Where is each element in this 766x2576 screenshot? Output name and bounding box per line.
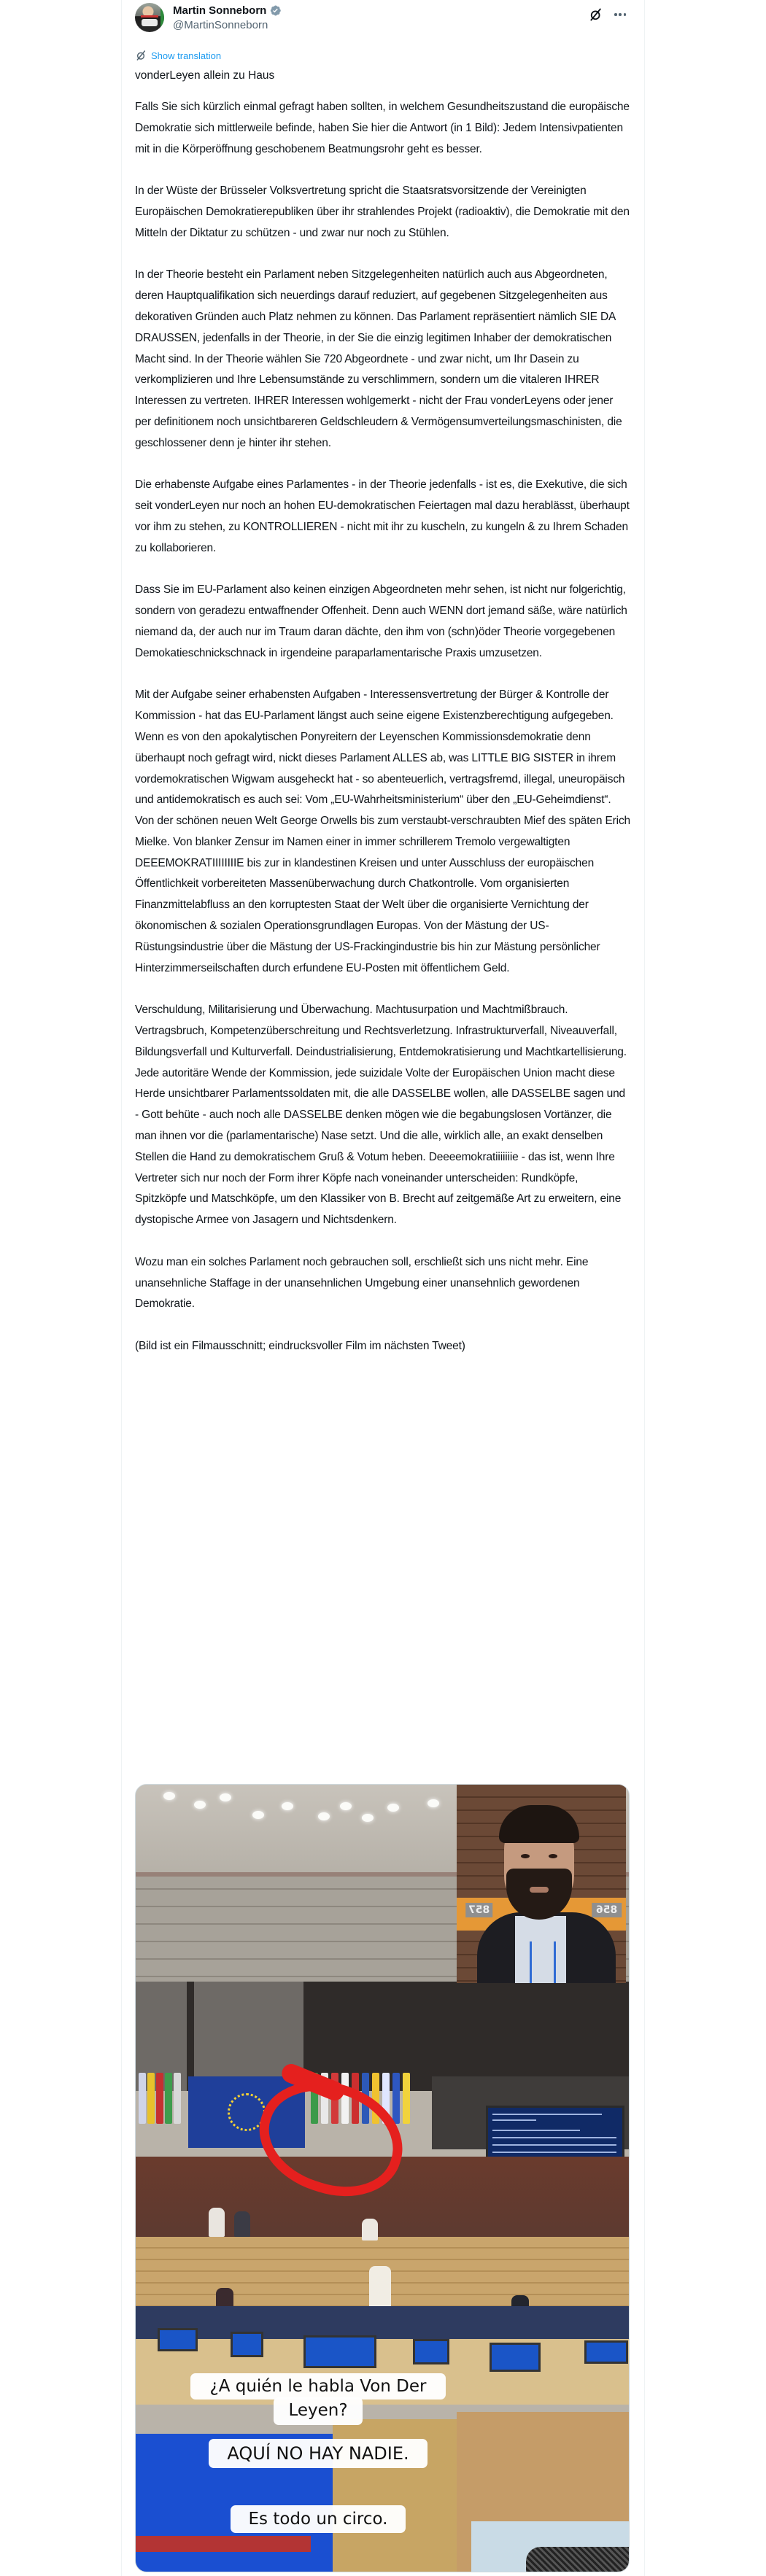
ceiling-light — [282, 1802, 293, 1810]
ceiling-light — [252, 1811, 264, 1819]
vote-display-screen — [486, 2106, 624, 2162]
seat-number: 857 — [465, 1903, 492, 1917]
screen-text-line — [492, 2152, 616, 2153]
verified-badge-icon[interactable] — [269, 4, 282, 17]
seat-number: 856 — [592, 1903, 622, 1917]
more-options-icon[interactable] — [612, 7, 628, 22]
person — [209, 2208, 225, 2237]
tweet-title-line: vonderLeyen allein zu Haus — [135, 69, 275, 82]
desk-monitor — [158, 2328, 198, 2351]
tweet-paragraph: Die erhabenste Aufgabe eines Parlamentes - in der Theorie jedenfalls - ist es, die Exekutive, die sich seit vonderLeyen nur noch an hohen EU-demokratischen Feiertagen mal dazu herablässt, überhaupt vor ihm zu stehen, zu KONTROLLIEREN - nicht mit ihr zu kuscheln, zu kungeln & zu Ihrem Schaden zu kollaborieren. — [135, 478, 630, 554]
flag — [147, 2073, 155, 2124]
desk-monitor — [490, 2343, 541, 2372]
video-caption: AQUÍ NO HAY NADIE. — [209, 2439, 428, 2468]
video-caption: Leyen? — [274, 2397, 363, 2425]
tweet-paragraph: Mit der Aufgabe seiner erhabensten Aufgaben - Interessensvertretung der Bürger & Kontrolle der Kommission - hat das EU-Parlament längst auch seine eigene Existenzberechtigung aufgegeben. Wenn es von den apokalytischen Ponyreitern der Leyenschen Kommissionsdemokratie denn überhaupt noch gefragt wird, nickt dieses Parlament ALLES ab, was LITTLE BIG SISTER in ihrem vordemokratischen Wigwam ausgeheckt hat - so abenteuerlich, vertragsfremd, illegal, uneuropäisch und antidemokratisch es auch sei: Vom „EU-Wahrheitsministerium“ über den „EU-Geheimdienst“. Von der schönen neuen Welt George Orwells bis zum verstaubt-verschraubten Mief des späten Erich Mielke. Von blanker Zensur im Namen einer in immer schrillerem Tremolo vergewaltigten DEEEMOKRATIIIIIIIIE bis zur in klandestinen Kreisen und unter Ausschluss der europäischen Öffentlichkeit vorbereiteten Massenüberwachung durch Chatkontrolle. Vom organisierten Finanzmittelabfluss an den korruptesten Staat der Welt über die organisierte Vernichtung der ökonomischen & sozialen Operationsgrundlagen Europas. Von der Mästung der US-Rüstungsindustrie über die Mästung der US-Frackingindustrie bis hin zur Mästung persönlicher Hinterzimmerseilschaften durch erfundene EU-Posten mit öffentlichem Geld. — [135, 688, 631, 974]
inset-eye — [549, 1854, 557, 1858]
show-translation-row[interactable] — [135, 50, 221, 61]
screen-text-line — [492, 2114, 602, 2115]
timeline-column — [121, 0, 645, 2576]
ceiling-light — [220, 1793, 231, 1801]
flag — [392, 2073, 400, 2124]
tweet-header — [135, 3, 631, 41]
dot — [624, 13, 627, 16]
tweet-paragraph: (Bild ist ein Filmausschnitt; eindrucksvoller Film im nächsten Tweet) — [135, 1340, 465, 1353]
avatar-background — [160, 7, 164, 28]
video-caption: ¿A quién le habla Von Der — [190, 2373, 446, 2400]
ceiling-light — [362, 1814, 374, 1822]
flag — [156, 2073, 163, 2124]
author-handle[interactable]: @MartinSonneborn — [173, 19, 268, 31]
avatar[interactable] — [135, 3, 164, 32]
inset-mouth — [530, 1887, 549, 1893]
ceiling-light — [163, 1792, 175, 1800]
flag — [174, 2073, 181, 2124]
show-translation-link[interactable]: Show translation — [151, 50, 222, 61]
tweet-paragraph: Wozu man ein solches Parlament noch gebrauchen soll, erschließt sich uns nicht mehr. Eine unansehnliche Staffage in der unansehnlichen Umgebung einer unansehnlich gewordenen Demokratie. — [135, 1255, 589, 1311]
person — [234, 2211, 250, 2237]
dot — [614, 13, 617, 16]
avatar-detail — [141, 15, 158, 18]
desk-monitor — [303, 2335, 376, 2368]
tweet-paragraph: Dass Sie im EU-Parlament also keinen einzigen Abgeordneten mehr sehen, ist nicht nur folgerichtig, sondern von geradezu entwaffnender Offenheit. Denn auch WENN dort jemand säße, wäre natürlich niemand da, der auch nur im Traum daran dächte, den ihm von (schn)öder Theorie vorgegebenen Demokatieschnickschnack in irgendeine paraparlamentarische Praxis umzusetzen. — [135, 583, 627, 659]
desk-monitor — [413, 2339, 449, 2364]
flag — [403, 2073, 410, 2124]
tweet-paragraph: Falls Sie sich kürzlich einmal gefragt haben sollten, in welchem Gesundheitszustand die europäische Demokratie sich mittlerweile befinde, haben Sie hier die Antwort (in 1 Bild): Jedem Intensivpatienten mit in die Körperöffnung geschobenem Beatmungsrohr geht es besser. — [135, 101, 630, 155]
screen-text-line — [492, 2130, 580, 2131]
author-display-name[interactable]: Martin Sonneborn — [173, 4, 267, 17]
grok-icon[interactable] — [589, 7, 603, 22]
speaker-inset-video — [457, 1785, 626, 1983]
desk-monitor — [584, 2340, 628, 2364]
dot — [619, 13, 622, 16]
tweet-paragraph: In der Wüste der Brüsseler Volksvertretung spricht die Staatsratsvorsitzende der Vereinigten Europäischen Demokratierepubliken über ihr strahlendes Projekt (radioaktiv), die Demokratie mit den Mitteln der Diktatur zu schützen - und zwar nur noch zu Stühlen. — [135, 185, 630, 239]
tweet-body — [135, 97, 631, 1378]
ceiling-light — [387, 1804, 399, 1812]
desk-monitor — [231, 2332, 263, 2357]
tweet-media-image[interactable] — [135, 1784, 630, 2572]
grok-translate-icon — [135, 50, 147, 61]
ceiling-light — [194, 1801, 206, 1809]
flag — [139, 2073, 146, 2124]
screen-text-line — [492, 2119, 536, 2121]
inset-eye — [521, 1854, 530, 1858]
ceiling-light — [318, 1812, 330, 1820]
screen-text-line — [492, 2144, 616, 2146]
video-caption: Es todo un circo. — [231, 2505, 406, 2533]
ceiling-light — [340, 1802, 352, 1810]
microphone — [526, 2547, 630, 2572]
inset-lanyard — [530, 1941, 556, 1983]
screen-text-line — [492, 2137, 616, 2138]
tweet-paragraph: Verschuldung, Militarisierung und Überwachung. Machtusurpation und Machtmißbrauch. Vertragsbruch, Kompetenzüberschreitung und Rechtsverletzung. Infrastrukturverfall, Niveauverfall, Bildungsverfall und Kulturverfall. Deindustrialisierung, Entdemokratisierung und Machtkartellisierung. Jede autoritäre Wende der Kommission, jede suizidale Volte der Europäischen Union macht diese Herde unsichtbarer Parlamentssoldaten mit, die alle DASSELBE wollen, alle DASSELBE sagen und - Gott behüte - auch noch alle DASSELBE denken mögen wie die begabungslosen Vortänzer, die man ihnen vor die (parlamentarische) Nase setzt. Und die alle, wirklich alle, an exakt denselben Stellen die Hand zu demokratischem Gruß & Votum heben. Deeeemokratiiiiiiie - das ist, wenn Ihre Vertreter sich nur noch der Form ihrer Köpfe nach voneinander unterscheiden: Rundköpfe, Spitzköpfe und Matschköpfe, um den Klassiker von B. Brecht auf zeitgemäße Art zu erweitern, eine dystopische Armee von Jasagern und Nichtsdenkern. — [135, 1004, 627, 1227]
ceiling-light — [428, 1799, 439, 1807]
foreground-desk — [457, 2412, 630, 2572]
author-name-row — [173, 4, 282, 17]
tweet-paragraph: In der Theorie besteht ein Parlament neben Sitzgelegenheiten natürlich auch aus Abgeordneten, deren Hauptqualifikation sich neuerdings darauf reduziert, auf gegebenen Sitzgelegenheiten aus dekorativen Gründen auch Platz nehmen zu können. Das Parlament repräsentiert nämlich SIE DA DRAUSSEN, jedenfalls in der Theorie, in der Sie die einzig legitimen Inhaber der demokratischen Macht sind. In der Theorie wählen Sie 720 Abgeordnete - und zwar nicht, um Ihr Dasein zu verkomplizieren und Ihre Lebensumstände zu verschlimmern, sondern um die vitaleren IHRER Interessen zu vertreten. IHRER Interessen wohlgemerkt - nicht der Frau vonderLeyens oder jener per definitionem noch unsichtbareren Geldschleudern & Vermögensumverteilungsmaschinisten, die geschlossener denn je hinter ihr stehen. — [135, 268, 622, 449]
monitor-bar — [136, 2536, 311, 2552]
person — [362, 2219, 378, 2241]
avatar-detail — [142, 19, 158, 26]
speaker — [369, 2266, 391, 2310]
flag — [165, 2073, 172, 2124]
